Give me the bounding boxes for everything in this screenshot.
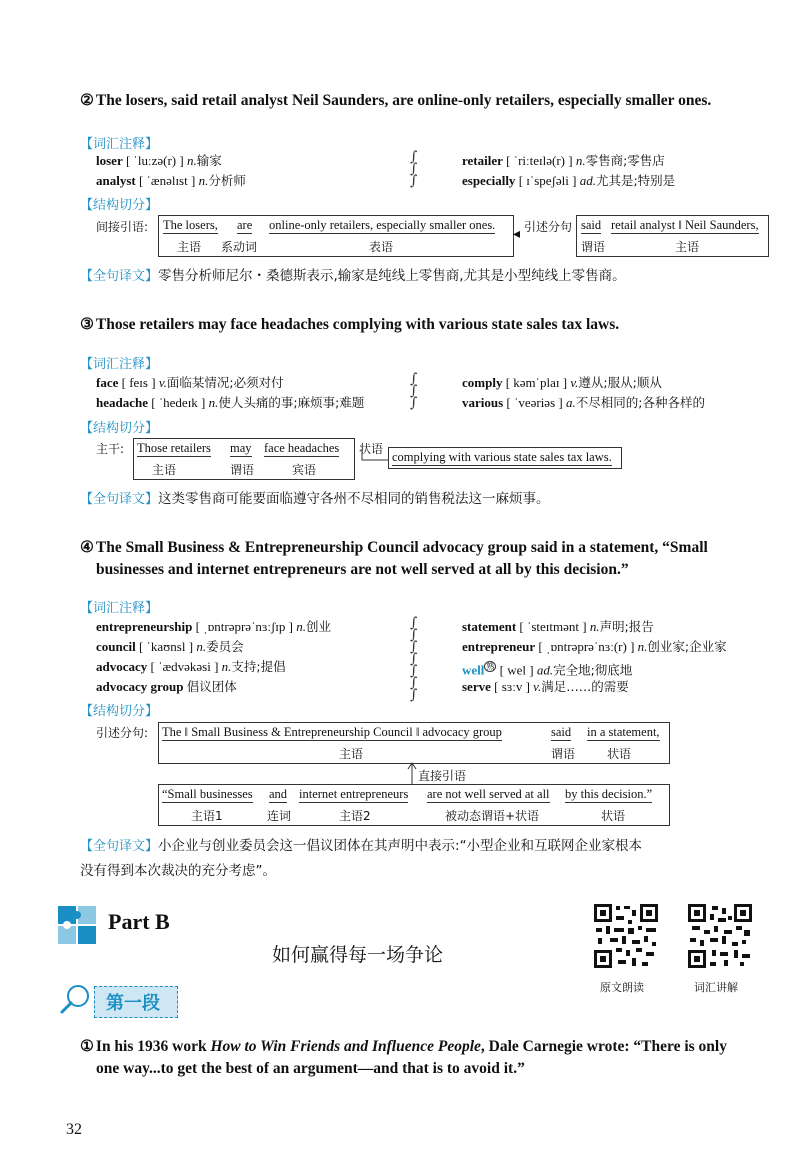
vocab-item: loser [ ˈluːzə(r) ] n.输家: [96, 153, 222, 168]
vocab-item: well $^熟$ [ wel ] ad.完全地;彻底地: [462, 662, 633, 678]
quote-box: said retail analyst ‖ Neil Saunders, 谓语 主语: [576, 215, 769, 257]
familiar-badge: 熟: [486, 662, 495, 671]
qr-label: 词汇讲解: [694, 981, 738, 994]
vocab-item: headache [ ˈhedeɪk ] n.使人头痛的事;麻烦事;难题: [96, 395, 365, 410]
vocab-item: face [ feɪs ] v.面临某情况;必须对付: [96, 375, 284, 390]
structure-tag: 【结构切分】: [80, 421, 159, 436]
translation: 【全句译文】零售分析师尼尔・桑德斯表示,输家是纯线上零售商,尤其是小型纯线上零售商。: [80, 268, 626, 284]
translation: 【全句译文】这类零售商可能要面临遵守各州不尽相同的销售税法这一麻烦事。: [80, 491, 550, 507]
vocab-item: advocacy [ ˈædvəkəsi ] n.支持;提倡: [96, 659, 286, 674]
structure-tag: 【结构切分】: [80, 704, 159, 719]
divider-squiggle: ∫ ∫ ∫: [410, 149, 418, 189]
magnifier-icon: [58, 982, 92, 1016]
vocab-item: entrepreneur [ ˌɒntrəprəˈnɜː(r) ] n.创业家;企业家: [462, 639, 727, 654]
vocab-tag: 【词汇注释】: [80, 357, 159, 372]
vocab-tag: 【词汇注释】: [80, 601, 159, 616]
bent-arrow-icon: [360, 450, 390, 464]
vocab-tag: 【词汇注释】: [80, 137, 159, 152]
qr-label: 原文朗读: [600, 981, 644, 994]
arrow-label: 直接引语: [418, 769, 467, 783]
vocab-item: advocacy group 倡议团体: [96, 679, 237, 694]
vocab-item: especially [ ɪˈspeʃəli ] ad.尤其是;特别是: [462, 173, 676, 188]
sentence-3: ③ Those retailers may face headaches complying with various state sales tax laws.: [80, 316, 620, 333]
arrow-label: 引述分句: [524, 220, 573, 234]
structure-box: The ‖ Small Business & Entrepreneurship Council ‖ advocacy group said in a statement, 主语 谓语 状语: [158, 722, 670, 764]
arrow-up-icon: [406, 762, 418, 784]
structure-label: 主干:: [96, 442, 125, 456]
adverbial-box: complying with various state sales tax laws.: [388, 447, 622, 469]
part-subtitle: 如何赢得每一场争论: [272, 944, 444, 966]
vocab-item: council [ ˈkaʊnsl ] n.委员会: [96, 639, 244, 654]
arrow-left-icon: ◂: [513, 226, 521, 242]
structure-box: Those retailers may face headaches 主语 谓语 宾语: [133, 438, 355, 480]
vocab-item: retailer [ ˈriːteɪlə(r) ] n.零售商;零售店: [462, 153, 665, 168]
partb-sentence-1: ① In his 1936 work How to Win Friends and Influence People, Dale Carnegie wrote: “There is only one way...to get the best of an argument—and that is to avoid it.”: [80, 1038, 727, 1077]
page-number: 32: [66, 1121, 82, 1138]
vocab-item: entrepreneurship [ ˌɒntrəprəˈnɜːʃɪp ] n.创业: [96, 619, 332, 634]
structure-tag: 【结构切分】: [80, 198, 159, 213]
puzzle-icon: [56, 902, 104, 946]
vocab-item: statement [ ˈsteɪtmənt ] n.声明;报告: [462, 619, 654, 634]
vocab-item: analyst [ ˈænəlɪst ] n.分析师: [96, 173, 246, 188]
vocab-item: serve [ sɜːv ] v.满足……的需要: [462, 679, 629, 694]
vocab-item: comply [ kəmˈplaɪ ] v.遵从;服从;顺从: [462, 375, 662, 390]
sentence-number: ②: [80, 92, 94, 109]
direct-quote-box: “Small businesses and internet entrepreneurs are not well served at all by this decision.” 主语1 连词 主语2 被动态谓语+状语 状语: [158, 784, 670, 826]
divider-squiggle: ∫ ∫ ∫: [410, 371, 418, 411]
qr-code-icon[interactable]: [686, 902, 754, 970]
section-title: 第一段: [106, 993, 160, 1014]
structure-label: 引述分句:: [96, 726, 149, 740]
structure-label: 间接引语:: [96, 220, 149, 234]
part-title: Part B: [108, 909, 170, 934]
qr-code-icon[interactable]: [592, 902, 660, 970]
sentence-text: The losers, said retail analyst Neil Saunders, are online-only retailers, especially smaller ones.: [95, 92, 712, 109]
sentence-4: ④ The Small Business & Entrepreneurship Council advocacy group said in a statement, “Small businesses and internet entrepreneurs are not well served at all by this decision.”: [80, 539, 708, 578]
divider-squiggle: ∫ ∫ ∫ ∫ ∫ ∫ ∫: [410, 615, 418, 703]
sentence-2: [80, 90, 780, 112]
vocab-item: various [ ˈveəriəs ] a.不尽相同的;各种各样的: [462, 395, 705, 410]
translation: 【全句译文】小企业与创业委员会这一倡议团体在其声明中表示:“小型企业和互联网企业家根本 没有得到本次裁决的充分考虑”。: [80, 838, 643, 879]
arrow-label: 状语: [359, 442, 384, 456]
structure-box: The losers, are online-only retailers, especially smaller ones. 主语 系动词 表语: [158, 215, 514, 257]
